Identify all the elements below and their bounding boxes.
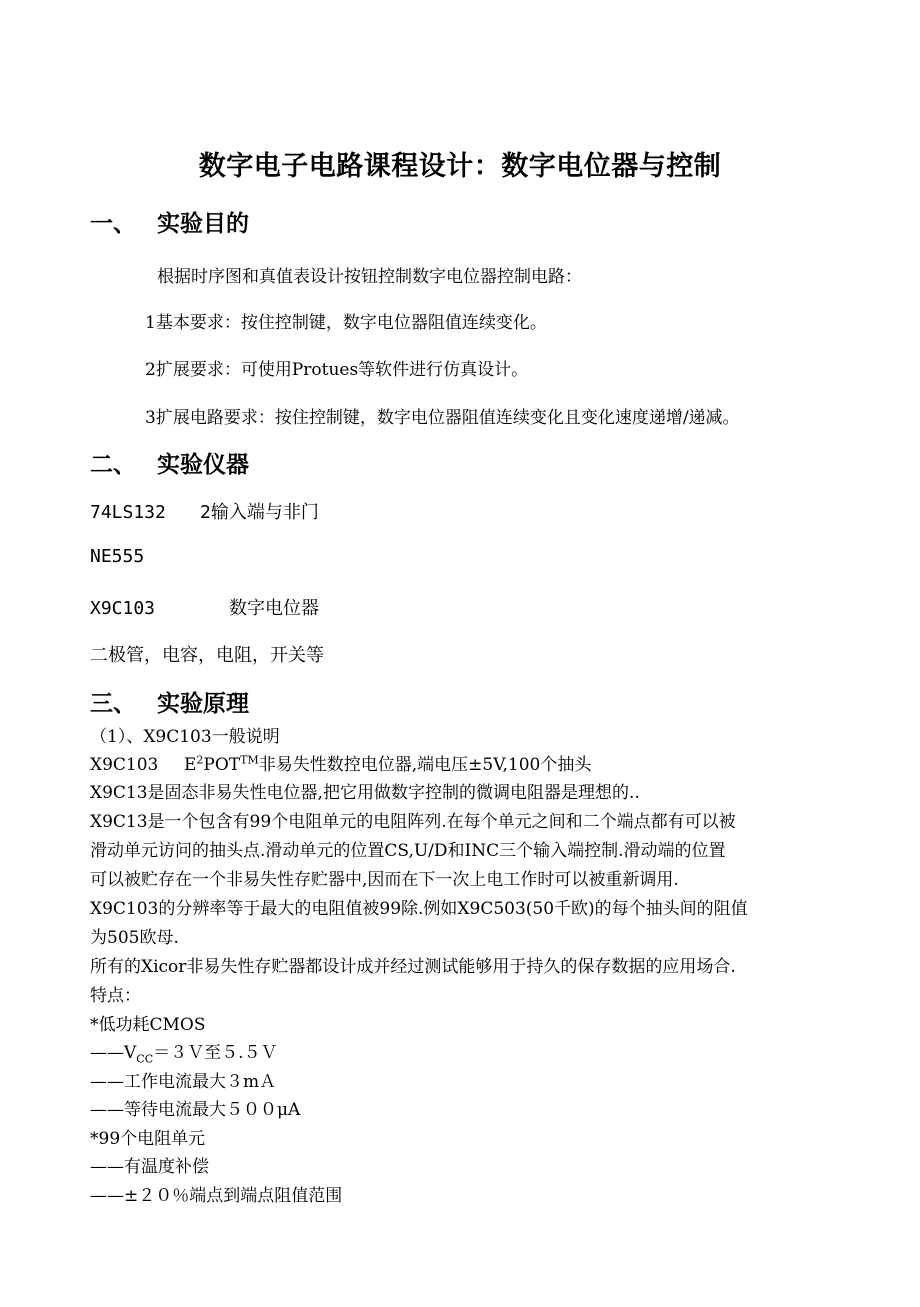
principle-line: X9C103的分辨率等于最大的电阻值被99除.例如X9C503(50千欧)的每个抽头间的阻值 — [90, 899, 748, 919]
section-title: 实验原理 — [157, 691, 249, 717]
requirement-item: 2扩展要求：可使用Protues等软件进行仿真设计。 — [145, 360, 529, 380]
section-heading-purpose — [90, 205, 249, 238]
equipment-item — [90, 498, 319, 524]
equipment-model: NE555 — [90, 546, 145, 567]
section-title: 实验目的 — [157, 211, 249, 237]
feature-item: ——有温度补偿 — [90, 1157, 209, 1177]
equipment-misc: 二极管，电容，电阻，开关等 — [90, 645, 324, 666]
requirement-item: 1基本要求：按住控制键，数字电位器阻值连续变化。 — [145, 313, 547, 333]
equipment-model: 74LS132 — [90, 502, 166, 523]
section-number: 二、 — [90, 452, 136, 478]
document-title: 数字电子电路课程设计：数字电位器与控制 — [198, 151, 722, 182]
section-heading-principle — [90, 685, 249, 718]
pot-model: X9C103 — [90, 755, 159, 775]
equipment-model: X9C103 — [90, 598, 156, 619]
feature-item: ——工作电流最大３mＡ — [90, 1072, 277, 1092]
principle-line: 可以被贮存在一个非易失性存贮器中,因而在下一次上电工作时可以被重新调用. — [90, 870, 679, 890]
principle-line: 所有的Xicor非易失性存贮器都设计成并经过测试能够用于持久的保存数据的应用场合. — [90, 957, 736, 977]
purpose-intro: 根据时序图和真值表设计按钮控制数字电位器控制电路： — [157, 267, 582, 287]
feature-item: ——±２０％端点到端点阻值范围 — [90, 1186, 343, 1206]
pot-description-line: X9C103 $E^2POT™$非易失性数控电位器,端电压±5V,100个抽头 — [90, 753, 592, 775]
section-title: 实验仪器 — [157, 452, 249, 478]
equipment-desc: 2输入端与非门 — [200, 502, 319, 523]
requirement-item: 3扩展电路要求：按住控制键，数字电位器阻值连续变化且变化速度递增/递减。 — [145, 408, 740, 428]
equipment-item — [90, 546, 144, 567]
feature-item-vcc: $——V_{CC}=3V$至５.５Ｖ — [90, 1043, 278, 1066]
section-number: 三、 — [90, 691, 136, 717]
equipment-desc: 数字电位器 — [229, 598, 319, 619]
feature-item: *低功耗CMOS — [90, 1015, 206, 1035]
feature-item: ——等待电流最大５００μA — [90, 1100, 301, 1120]
features-label: 特点： — [90, 986, 141, 1006]
section-heading-equipment — [90, 446, 249, 479]
principle-line: X9C13是固态非易失性电位器,把它用做数字控制的微调电阻器是理想的.. — [90, 783, 640, 803]
equipment-item — [90, 594, 319, 620]
principle-line: X9C13是一个包含有99个电阻单元的电阻阵列.在每个单元之间和二个端点都有可以被 — [90, 812, 736, 832]
principle-line: 为505欧母. — [90, 928, 179, 948]
principle-line: 滑动单元访问的抽头点.滑动单元的位置CS,U/D和INC三个输入端控制.滑动端的位置 — [90, 841, 726, 861]
feature-item: *99个电阻单元 — [90, 1129, 206, 1149]
subsection-heading: （1）、X9C103一般说明 — [90, 727, 280, 747]
section-number: 一、 — [90, 211, 136, 237]
